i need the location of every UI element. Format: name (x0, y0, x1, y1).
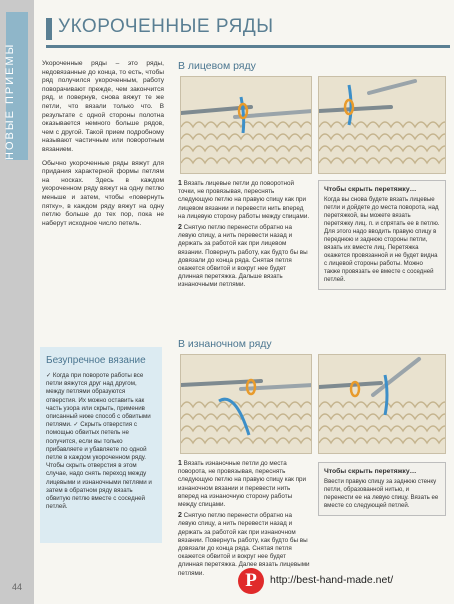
hint-body: Ввести правую спицу за заднюю стенку петли, образованной нитью, и перенести ее на левую спицу. Вязать ее вместе со следующей петлей. (324, 478, 439, 509)
illustration-purl-1 (180, 354, 312, 454)
hint-body: Когда вы снова будете вязать лицевые петли и дойдете до места поворота, над перетяжкой, вы можете вязать перетяжку лиц. п. и спрятать ее в петлю. Для этого надо вводить правую спицу в переднюю и заднюю стороны петли, вязать их вместе лиц. Перетяжка окажется провязанной и не будет видна с лицевой стороны работы. Можно также провязать ее вместе с соседней петлей. (324, 196, 440, 283)
illustration-purl-2 (318, 354, 446, 454)
hint-title: Чтобы скрыть перетяжку… (324, 468, 417, 475)
section2-heading: В изнаночном ряду (178, 338, 272, 350)
step-number: 1 (178, 180, 182, 187)
tip-box (40, 347, 162, 543)
step-number: 2 (178, 224, 182, 232)
knitting-illustration (181, 355, 312, 454)
knitting-illustration (319, 355, 446, 454)
section2-hint-box (318, 462, 446, 516)
step-text: Вязать лицевые петли до поворотной точки, не провязывая, переснять следующую петлю на правую спицу как при лицевом вязании и перевести нить вперед на лицевую сторону работы между спицами. (178, 180, 310, 220)
knitting-illustration (181, 77, 312, 174)
illustration-knit-1 (180, 76, 312, 174)
intro-paragraph-2: Обычно укороченные ряды вяжут для придания характерной формы петлям на носках. Здесь в каждом укороченном ряду вяжут на одну петлю меньше и затем, чтобы «повернуть пятку», в каждом ряду вяжут на одну петлю больше до тех пор, пока не наберут исходное число петель. (42, 159, 164, 227)
step-text: Вязать изнаночные петли до места поворота, не провязывая, переснять следующую петлю на правую спицу как при изнаночном вязании и перевести нить вперед на изнаночную сторону работы между спицами. (178, 460, 307, 509)
knitting-illustration (319, 77, 446, 174)
section1-heading: В лицевом ряду (178, 60, 256, 72)
intro-paragraph-1: Укороченные ряды – это ряды, недовязанные до конца, то есть, чтобы ряд получился укороченным, работу поворачивают прежде, чем закончится ряд, и повернув, снова вяжут те же петли, что вязали только что. В результате с одной стороны полотна оказывается немного больше рядов, чем с другой. Такой прием подробному называют частичным или поворотным вязанием. (42, 60, 164, 153)
watermark[interactable] (238, 568, 452, 598)
step-number: 2 (178, 512, 182, 520)
step-text: Снятую петлю перенести обратно на левую спицу, а нить перевести назад и держать за работой как при лицевом вязании. Повернуть работу, как будто бы вы довязали до конца ряда. Снятая петля окажется обвитой и вокруг нее будет длинная перетяжка. Дальше вязать изнаночными петлями. (178, 224, 308, 289)
tip-body: ✓ Когда при повороте работы все петли вяжутся друг над другом, между петлями образуются отверстия. Их можно оставить как часть узора или скрыть, применив описанный ниже способ с обвитыми петлями. ✓ Скрыть отверстия с помощью обвитых петель не получится, если вы только прибавляете и убавляете по одной петле в каждом укороченном ряду. Чтобы скрыть отверстия в этом случае, надо снять переход между лицевыми и изнаночными петлями и затем в обратном ряду вязать обвитую петлю вместе с соседней петлей. (46, 372, 152, 511)
page-number: 44 (12, 582, 23, 592)
section2-steps (178, 460, 310, 578)
illustration-knit-2 (318, 76, 446, 174)
watermark-url[interactable]: http://best-hand-made.net/ (270, 574, 394, 586)
step-text: Снятую петлю перенести обратно на левую спицу, а нить перевести назад и держать за работой как при изнаночном вязании. Повернуть работу, как будто бы вы довязали до конца ряда. Снятая петля окажется обвитой и вокруг нее будет длинная перетяжка. Далее вязать лицевыми петлями. (178, 512, 310, 577)
title-marker (46, 18, 52, 40)
step-number: 1 (178, 460, 182, 467)
tip-title: Безупречное вязание (46, 355, 146, 366)
title-bar (46, 12, 450, 48)
section1-steps (178, 180, 310, 290)
pinterest-logo-icon: P (238, 568, 264, 594)
hint-title: Чтобы скрыть перетяжку… (324, 186, 417, 193)
section1-hint-box (318, 180, 446, 290)
intro-text (42, 60, 164, 233)
page-title: УКОРОЧЕННЫЕ РЯДЫ (58, 16, 274, 37)
